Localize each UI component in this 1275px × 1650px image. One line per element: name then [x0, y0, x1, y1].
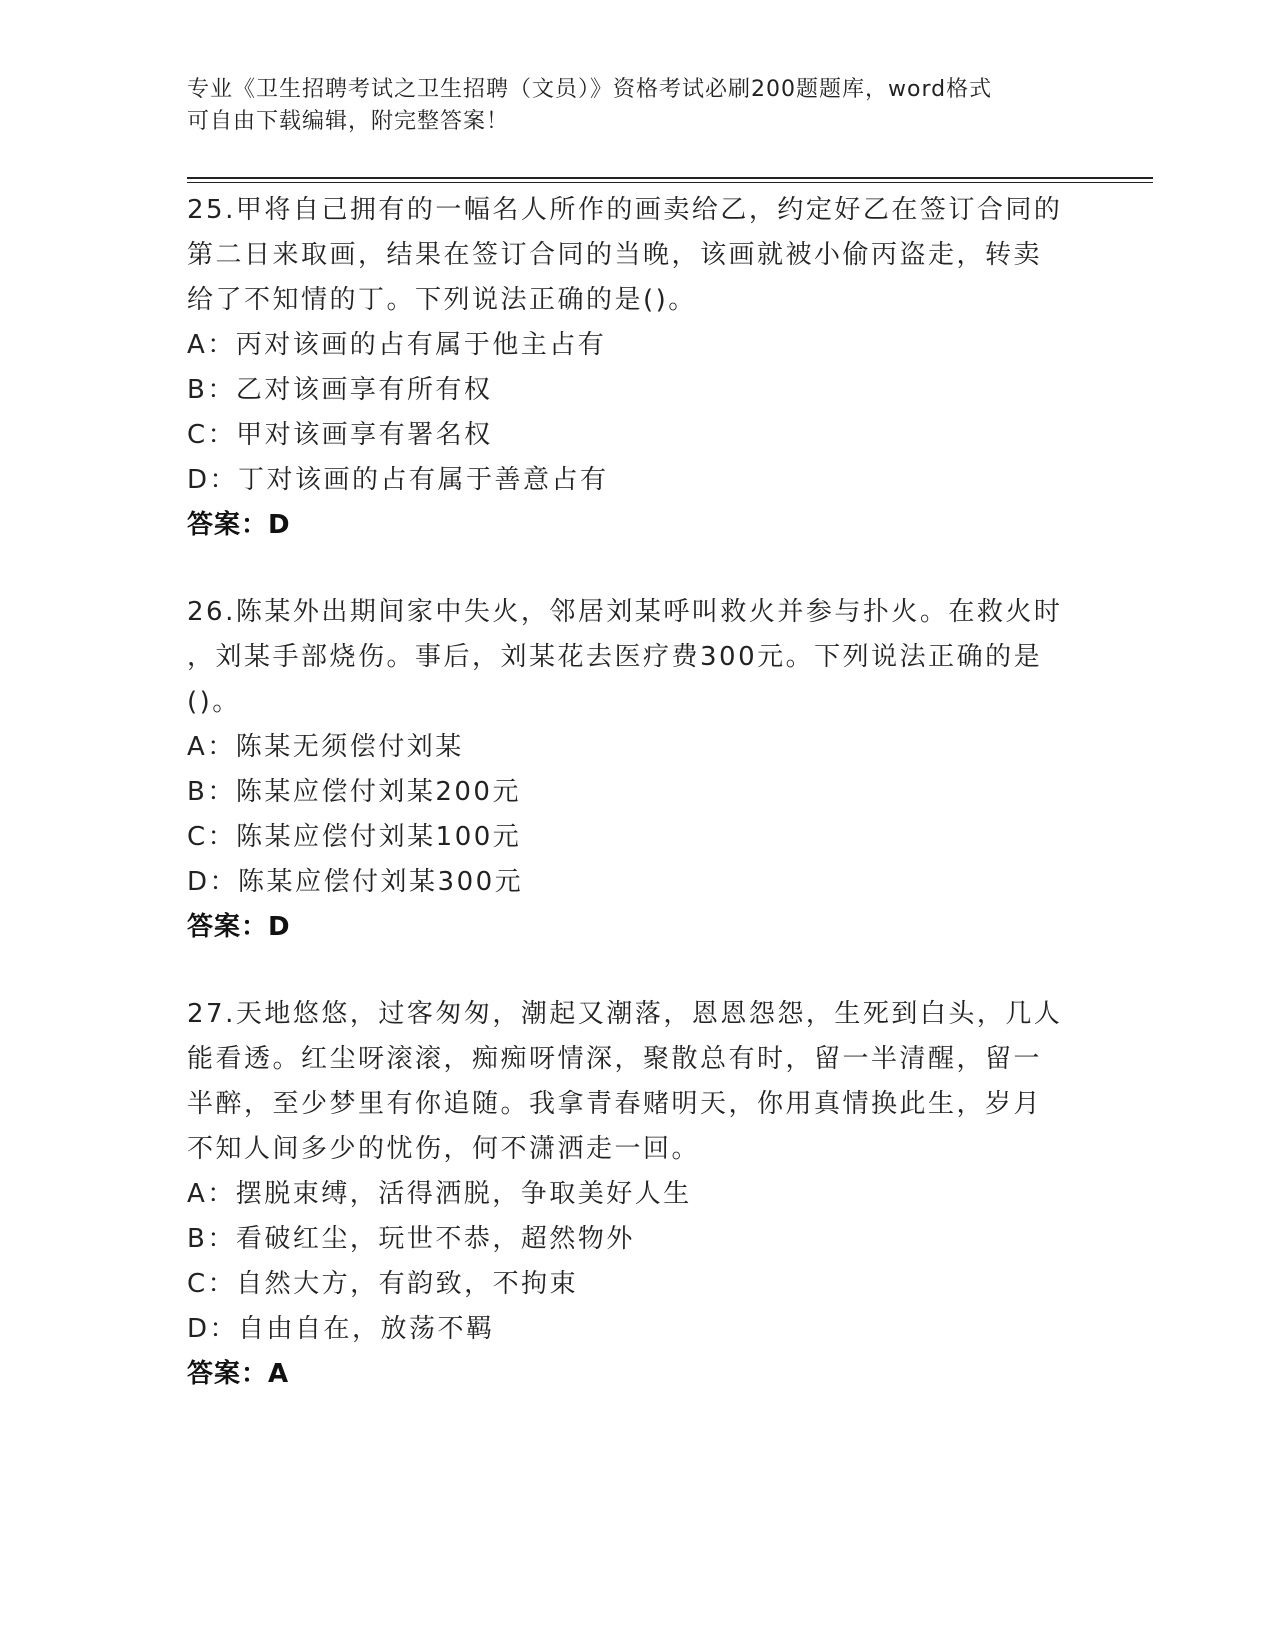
question-27 — [187, 992, 1087, 1397]
question-text-line: 25.甲将自己拥有的一幅名人所作的画卖给乙，约定好乙在签订合同的 — [187, 195, 1063, 225]
option-a: A：摆脱束缚，活得洒脱，争取美好人生 — [187, 1179, 692, 1209]
option-a: A：丙对该画的占有属于他主占有 — [187, 330, 607, 360]
question-text-line: 第二日来取画，结果在签订合同的当晚，该画就被小偷丙盗走，转卖 — [187, 240, 1043, 270]
question-25 — [187, 188, 1087, 548]
option-d: D：丁对该画的占有属于善意占有 — [187, 465, 609, 495]
question-text-line: 半醉，至少梦里有你追随。我拿青春赌明天，你用真情换此生，岁月 — [187, 1089, 1043, 1119]
option-c: C：甲对该画享有署名权 — [187, 420, 493, 450]
question-list — [187, 188, 1087, 1439]
option-a: A：陈某无须偿付刘某 — [187, 732, 464, 762]
option-b: B：乙对该画享有所有权 — [187, 375, 493, 405]
option-c: C：自然大方，有韵致，不拘束 — [187, 1269, 579, 1299]
header-line-1: 专业《卫生招聘考试之卫生招聘（文员）》资格考试必刷200题题库，word格式 — [187, 77, 993, 102]
question-text-line: 27.天地悠悠，过客匆匆，潮起又潮落，恩恩怨怨，生死到白头，几人 — [187, 999, 1063, 1029]
header-divider-thick — [187, 177, 1153, 179]
option-c: C：陈某应偿付刘某100元 — [187, 822, 522, 852]
document-header — [187, 74, 1067, 138]
question-text-line: 26.陈某外出期间家中失火，邻居刘某呼叫救火并参与扑火。在救火时 — [187, 597, 1063, 627]
question-text-line: 不知人间多少的忧伤，何不潇洒走一回。 — [187, 1134, 701, 1164]
answer: 答案：A — [187, 1359, 290, 1389]
question-26 — [187, 590, 1087, 950]
question-text-line: 能看透。红尘呀滚滚，痴痴呀情深，聚散总有时，留一半清醒，留一 — [187, 1044, 1043, 1074]
option-d: D：自由自在，放荡不羁 — [187, 1314, 495, 1344]
option-b: B：看破红尘，玩世不恭，超然物外 — [187, 1224, 635, 1254]
answer: 答案：D — [187, 510, 291, 540]
question-text-line: 给了不知情的丁。下列说法正确的是()。 — [187, 285, 697, 315]
option-d: D：陈某应偿付刘某300元 — [187, 867, 524, 897]
question-text-line: ()。 — [187, 687, 241, 717]
question-text-line: ，刘某手部烧伤。事后，刘某花去医疗费300元。下列说法正确的是 — [187, 642, 1043, 672]
option-b: B：陈某应偿付刘某200元 — [187, 777, 521, 807]
answer: 答案：D — [187, 912, 291, 942]
header-line-2: 可自由下载编辑，附完整答案！ — [187, 109, 510, 134]
header-divider-thin — [187, 182, 1153, 183]
